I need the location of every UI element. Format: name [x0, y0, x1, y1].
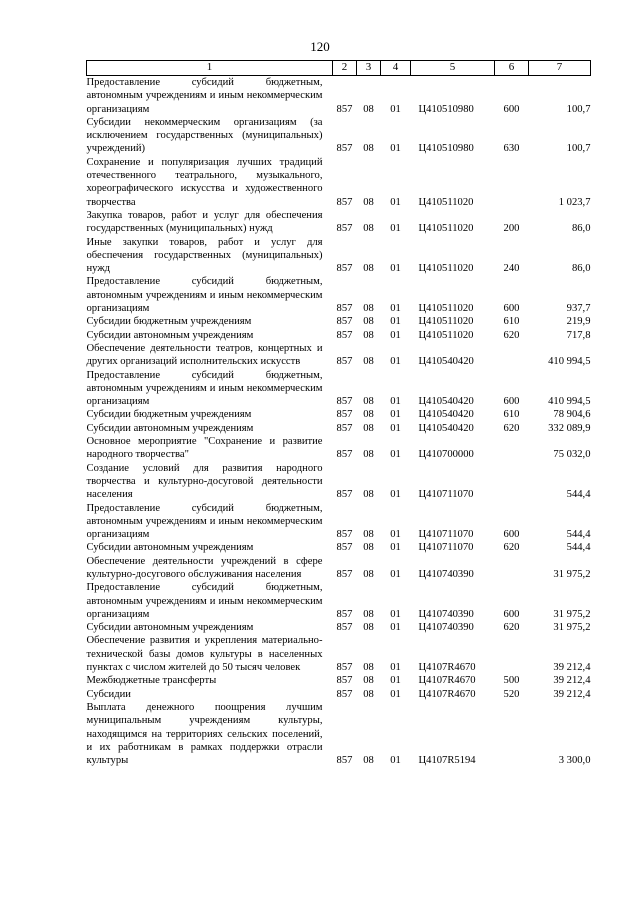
row-target-code: Ц410540420 [418, 396, 474, 408]
budget-table [86, 60, 591, 767]
row-target-code: Ц410740390 [418, 568, 474, 580]
row-section-code: 08 [363, 675, 374, 687]
header-col-4: 4 [381, 61, 411, 76]
table-row [87, 408, 591, 421]
row-target-code: Ц410511020 [418, 329, 474, 341]
row-grbs-code: 857 [336, 396, 353, 408]
row-section-code: 08 [363, 529, 374, 541]
row-expense-type: 610 [503, 409, 520, 421]
row-subsection-code: 01 [390, 688, 401, 700]
row-expense-type [495, 555, 529, 582]
header-col-2: 2 [333, 61, 357, 76]
row-target-code: Ц410510980 [418, 103, 474, 115]
table-row [87, 209, 591, 236]
row-subsection-code: 01 [390, 568, 401, 580]
row-name: Предоставление субсидий бюджетным, автономным учреждениям и иным некоммерческим организациям [86, 77, 323, 115]
row-target-code: Ц4107R5194 [418, 755, 476, 767]
row-amount: 219,9 [566, 316, 591, 328]
row-grbs-code: 857 [336, 662, 353, 674]
row-amount: 544,4 [566, 542, 591, 554]
row-grbs-code: 857 [336, 103, 353, 115]
row-amount: 31 975,2 [553, 622, 591, 634]
row-subsection-code: 01 [390, 422, 401, 434]
row-subsection-code: 01 [390, 489, 401, 501]
row-section-code: 08 [363, 143, 374, 155]
row-grbs-code: 857 [336, 196, 353, 208]
row-expense-type [495, 156, 529, 209]
row-target-code: Ц410540420 [418, 409, 474, 421]
row-name: Субсидии автономным учреждениям [86, 542, 254, 554]
row-name: Субсидии [86, 688, 131, 700]
table-row [87, 502, 591, 542]
page-number: 120 [310, 39, 330, 54]
row-target-code: Ц410711070 [418, 542, 474, 554]
row-target-code: Ц410511020 [418, 263, 474, 275]
row-grbs-code: 857 [336, 316, 353, 328]
row-name: Обеспечение деятельности учреждений в сфере культурно-досугового обслуживания населения [86, 555, 323, 580]
row-amount: 100,7 [566, 143, 591, 155]
row-expense-type: 500 [503, 675, 520, 687]
row-expense-type: 240 [503, 263, 520, 275]
row-section-code: 08 [363, 622, 374, 634]
row-amount: 31 975,2 [553, 568, 591, 580]
row-section-code: 08 [363, 422, 374, 434]
row-subsection-code: 01 [390, 542, 401, 554]
row-subsection-code: 01 [390, 755, 401, 767]
row-grbs-code: 857 [336, 568, 353, 580]
row-target-code: Ц410511020 [418, 316, 474, 328]
row-section-code: 08 [363, 542, 374, 554]
table-row [87, 76, 591, 116]
table-row [87, 369, 591, 409]
row-name: Межбюджетные трансферты [86, 675, 217, 687]
row-subsection-code: 01 [390, 103, 401, 115]
row-expense-type: 630 [503, 143, 520, 155]
row-amount: 1 023,7 [558, 196, 591, 208]
row-amount: 937,7 [566, 303, 591, 315]
row-section-code: 08 [363, 755, 374, 767]
row-target-code: Ц410511020 [418, 303, 474, 315]
header-col-1: 1 [87, 61, 333, 76]
row-grbs-code: 857 [336, 529, 353, 541]
table-row [87, 462, 591, 502]
row-amount: 75 032,0 [553, 449, 591, 461]
row-amount: 31 975,2 [553, 608, 591, 620]
row-subsection-code: 01 [390, 143, 401, 155]
row-name: Создание условий для развития народного творчества и культурно-досуговой деятельности населения [86, 462, 323, 501]
row-target-code: Ц410511020 [418, 196, 474, 208]
table-row [87, 116, 591, 156]
row-grbs-code: 857 [336, 422, 353, 434]
row-amount: 544,4 [566, 529, 591, 541]
row-expense-type: 620 [503, 329, 520, 341]
row-name: Субсидии некоммерческим организациям (за исключением государственных (муниципальных) учреждений) [86, 116, 323, 155]
header-col-7: 7 [529, 61, 591, 76]
row-grbs-code: 857 [336, 489, 353, 501]
table-row [87, 541, 591, 554]
table-row [87, 275, 591, 315]
row-section-code: 08 [363, 688, 374, 700]
row-grbs-code: 857 [336, 755, 353, 767]
table-row [87, 435, 591, 462]
row-subsection-code: 01 [390, 303, 401, 315]
row-expense-type: 610 [503, 316, 520, 328]
row-section-code: 08 [363, 608, 374, 620]
table-body [87, 76, 591, 768]
row-amount: 86,0 [571, 223, 591, 235]
row-expense-type: 620 [503, 542, 520, 554]
row-name: Предоставление субсидий бюджетным, автономным учреждениям и иным некоммерческим организациям [86, 582, 323, 620]
row-grbs-code: 857 [336, 143, 353, 155]
row-subsection-code: 01 [390, 675, 401, 687]
header-col-5: 5 [411, 61, 495, 76]
header-col-6: 6 [495, 61, 529, 76]
table-row [87, 621, 591, 634]
row-name: Предоставление субсидий бюджетным, автономным учреждениям и иным некоммерческим организациям [86, 502, 323, 541]
row-expense-type: 600 [503, 608, 520, 620]
row-grbs-code: 857 [336, 263, 353, 275]
row-target-code: Ц410511020 [418, 223, 474, 235]
row-section-code: 08 [363, 263, 374, 275]
row-name: Субсидии автономным учреждениям [86, 622, 254, 634]
row-expense-type: 620 [503, 422, 520, 434]
row-name: Субсидии бюджетным учреждениям [86, 409, 252, 421]
row-amount: 86,0 [571, 263, 591, 275]
table-row [87, 342, 591, 369]
row-expense-type [495, 462, 529, 502]
row-name: Закупка товаров, работ и услуг для обеспечения государственных (муниципальных) нужд [86, 209, 323, 235]
row-section-code: 08 [363, 223, 374, 235]
row-target-code: Ц410540420 [418, 422, 474, 434]
row-section-code: 08 [363, 568, 374, 580]
row-amount: 717,8 [566, 329, 591, 341]
row-amount: 410 994,5 [548, 396, 591, 408]
row-subsection-code: 01 [390, 329, 401, 341]
row-section-code: 08 [363, 303, 374, 315]
row-section-code: 08 [363, 196, 374, 208]
row-name: Субсидии бюджетным учреждениям [86, 316, 252, 328]
row-section-code: 08 [363, 329, 374, 341]
row-subsection-code: 01 [390, 263, 401, 275]
row-expense-type: 620 [503, 622, 520, 634]
row-subsection-code: 01 [390, 608, 401, 620]
row-expense-type [495, 342, 529, 369]
row-name: Предоставление субсидий бюджетным, автономным учреждениям и иным некоммерческим организациям [86, 369, 323, 408]
row-expense-type: 600 [503, 396, 520, 408]
row-section-code: 08 [363, 396, 374, 408]
row-expense-type [495, 634, 529, 674]
row-amount: 39 212,4 [553, 662, 591, 674]
row-grbs-code: 857 [336, 223, 353, 235]
row-subsection-code: 01 [390, 223, 401, 235]
row-section-code: 08 [363, 489, 374, 501]
row-expense-type: 600 [503, 303, 520, 315]
row-expense-type: 520 [503, 688, 520, 700]
row-expense-type: 600 [503, 103, 520, 115]
table-row [87, 156, 591, 209]
row-amount: 544,4 [566, 489, 591, 501]
row-amount: 39 212,4 [553, 688, 591, 700]
row-section-code: 08 [363, 103, 374, 115]
row-expense-type [495, 701, 529, 767]
row-name: Основное мероприятие "Сохранение и развитие народного творчества" [86, 436, 323, 461]
row-amount: 410 994,5 [548, 356, 591, 368]
row-name: Предоставление субсидий бюджетным, автономным учреждениям и иным некоммерческим организациям [86, 276, 323, 315]
row-name: Выплата денежного поощрения лучшим муниципальным учреждениям культуры, находящимся на территориях сельских поселений, и их работникам в рамках поддержки отрасли культуры [86, 701, 323, 767]
row-section-code: 08 [363, 449, 374, 461]
row-subsection-code: 01 [390, 356, 401, 368]
table-row [87, 422, 591, 435]
row-amount: 39 212,4 [553, 675, 591, 687]
row-target-code: Ц4107R4670 [418, 688, 476, 700]
row-section-code: 08 [363, 356, 374, 368]
row-grbs-code: 857 [336, 688, 353, 700]
row-subsection-code: 01 [390, 449, 401, 461]
row-amount: 332 089,9 [548, 422, 591, 434]
header-row [87, 61, 591, 76]
row-subsection-code: 01 [390, 396, 401, 408]
table-row [87, 674, 591, 687]
row-section-code: 08 [363, 409, 374, 421]
row-grbs-code: 857 [336, 622, 353, 634]
row-target-code: Ц410740390 [418, 608, 474, 620]
row-grbs-code: 857 [336, 675, 353, 687]
row-subsection-code: 01 [390, 316, 401, 328]
row-grbs-code: 857 [336, 542, 353, 554]
row-grbs-code: 857 [336, 329, 353, 341]
row-name: Субсидии автономным учреждениям [86, 422, 254, 434]
row-name: Сохранение и популяризация лучших традиций отечественного театрального, музыкального, хореографического искусства и художественного творчества [86, 156, 323, 208]
row-subsection-code: 01 [390, 622, 401, 634]
table-row [87, 701, 591, 767]
row-grbs-code: 857 [336, 449, 353, 461]
row-target-code: Ц410700000 [418, 449, 474, 461]
table-row [87, 315, 591, 328]
header-col-3: 3 [357, 61, 381, 76]
row-target-code: Ц410711070 [418, 529, 474, 541]
row-amount: 3 300,0 [558, 755, 591, 767]
row-subsection-code: 01 [390, 529, 401, 541]
row-amount: 100,7 [566, 103, 591, 115]
row-name: Обеспечение деятельности театров, концертных и других организаций исполнительских искусств [86, 342, 323, 368]
row-name: Иные закупки товаров, работ и услуг для обеспечения государственных (муниципальных) нужд [86, 236, 323, 275]
table-row [87, 555, 591, 582]
row-target-code: Ц410540420 [418, 356, 474, 368]
table-header [87, 61, 591, 76]
row-grbs-code: 857 [336, 409, 353, 421]
row-subsection-code: 01 [390, 409, 401, 421]
row-expense-type: 600 [503, 529, 520, 541]
row-subsection-code: 01 [390, 662, 401, 674]
table-row [87, 581, 591, 621]
table-row [87, 329, 591, 342]
table-row [87, 634, 591, 674]
row-section-code: 08 [363, 316, 374, 328]
row-grbs-code: 857 [336, 303, 353, 315]
row-target-code: Ц4107R4670 [418, 675, 476, 687]
table-row [87, 688, 591, 701]
row-name: Обеспечение развития и укрепления материально-технической базы домов культуры в населенных пунктах с числом жителей до 50 тысяч человек [86, 635, 323, 674]
row-expense-type: 200 [503, 223, 520, 235]
row-target-code: Ц410711070 [418, 489, 474, 501]
row-grbs-code: 857 [336, 608, 353, 620]
row-subsection-code: 01 [390, 196, 401, 208]
row-grbs-code: 857 [336, 356, 353, 368]
row-name: Субсидии автономным учреждениям [86, 329, 254, 341]
row-section-code: 08 [363, 662, 374, 674]
row-target-code: Ц410740390 [418, 622, 474, 634]
row-expense-type [495, 435, 529, 462]
row-target-code: Ц410510980 [418, 143, 474, 155]
row-amount: 78 904,6 [553, 409, 591, 421]
row-target-code: Ц4107R4670 [418, 662, 476, 674]
table-row [87, 236, 591, 276]
